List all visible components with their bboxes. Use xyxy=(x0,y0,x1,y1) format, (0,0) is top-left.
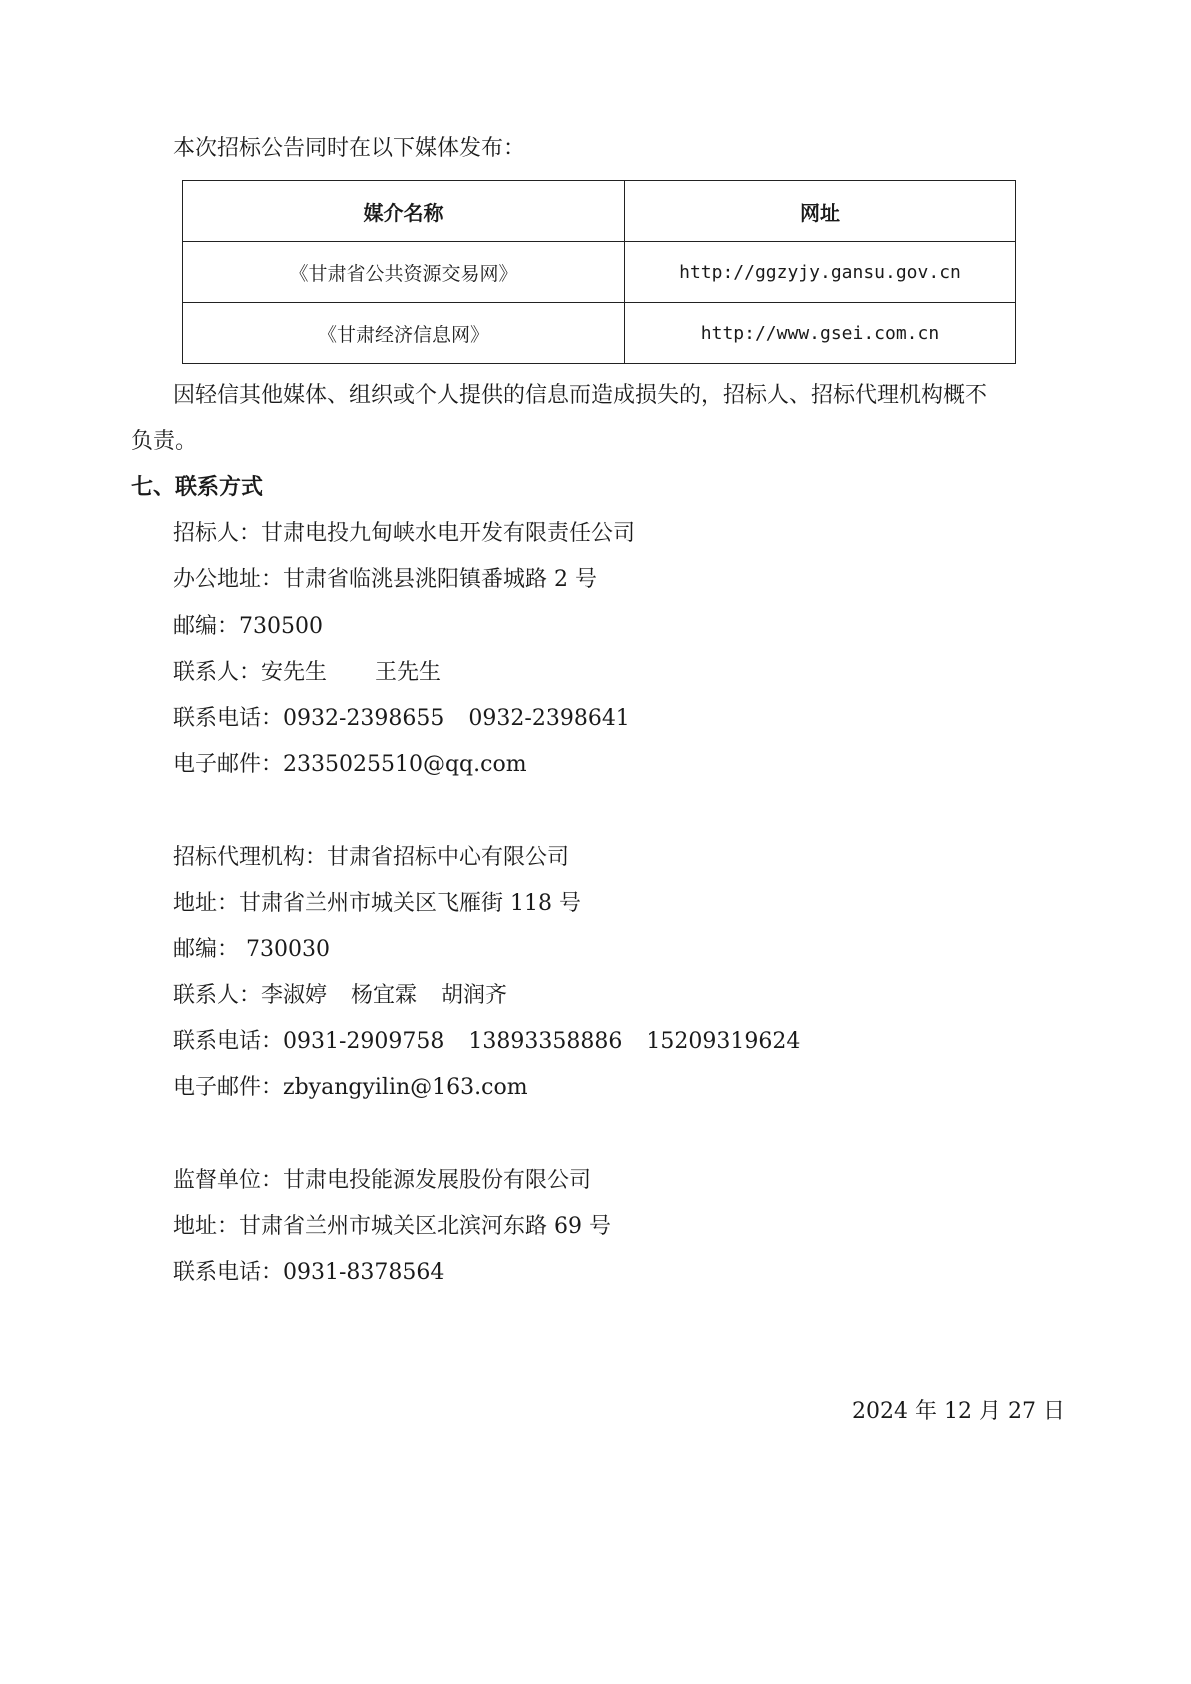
agency-address: 地址：甘肃省兰州市城关区飞雁街 118 号 xyxy=(173,891,581,916)
agency-email: 电子邮件：zbyangyilin@163.com xyxy=(173,1075,528,1100)
disclaimer-line-1: 因轻信其他媒体、组织或个人提供的信息而造成损失的，招标人、招标代理机构概不 xyxy=(173,383,988,408)
media-name-cell: 《甘肃省公共资源交易网》 xyxy=(183,242,625,303)
tenderer-address: 办公地址：甘肃省临洮县洮阳镇番城路 2 号 xyxy=(173,567,597,592)
agency-contact-2: 杨宜霖 xyxy=(351,983,418,1008)
header-url: 网址 xyxy=(625,181,1016,242)
agency-phone-3: 15209319624 xyxy=(646,1029,801,1054)
tenderer-email: 电子邮件：2335025510@qq.com xyxy=(173,752,527,777)
supervisor-name: 监督单位：甘肃电投能源发展股份有限公司 xyxy=(173,1168,592,1193)
table-row xyxy=(183,242,1016,303)
document-date: 2024 年 12 月 27 日 xyxy=(852,1399,1065,1424)
agency-contacts xyxy=(173,981,507,1011)
agency-phone-1: 联系电话：0931-2909758 xyxy=(173,1029,445,1054)
media-table xyxy=(182,180,1016,364)
tenderer-postcode: 邮编：730500 xyxy=(173,614,323,639)
intro-text: 本次招标公告同时在以下媒体发布： xyxy=(173,136,526,161)
agency-phones xyxy=(173,1027,800,1057)
media-url-cell: http://www.gsei.com.cn xyxy=(625,303,1016,364)
tenderer-contact-2: 王先生 xyxy=(375,660,442,685)
section-title: 七、联系方式 xyxy=(131,475,264,500)
tenderer-contact-1: 联系人：安先生 xyxy=(173,660,328,685)
agency-phone-2: 13893358886 xyxy=(468,1029,623,1054)
tenderer-phone-2: 0932-2398641 xyxy=(468,706,630,731)
agency-name: 招标代理机构：甘肃省招标中心有限公司 xyxy=(173,845,570,870)
tenderer-contacts xyxy=(173,658,441,688)
tenderer-phones xyxy=(173,704,630,734)
agency-contact-3: 胡润齐 xyxy=(441,983,508,1008)
media-url-cell: http://ggzyjy.gansu.gov.cn xyxy=(625,242,1016,303)
table-header-row xyxy=(183,181,1016,242)
disclaimer-line-2: 负责。 xyxy=(131,429,198,454)
media-name-cell: 《甘肃经济信息网》 xyxy=(183,303,625,364)
supervisor-phone: 联系电话：0931-8378564 xyxy=(173,1260,445,1285)
agency-contact-1: 联系人：李淑婷 xyxy=(173,983,328,1008)
tenderer-phone-1: 联系电话：0932-2398655 xyxy=(173,706,445,731)
tenderer-name: 招标人：甘肃电投九甸峡水电开发有限责任公司 xyxy=(173,521,636,546)
agency-postcode: 邮编： 730030 xyxy=(173,937,330,962)
supervisor-address: 地址：甘肃省兰州市城关区北滨河东路 69 号 xyxy=(173,1214,611,1239)
header-media-name: 媒介名称 xyxy=(183,181,625,242)
table-row xyxy=(183,303,1016,364)
